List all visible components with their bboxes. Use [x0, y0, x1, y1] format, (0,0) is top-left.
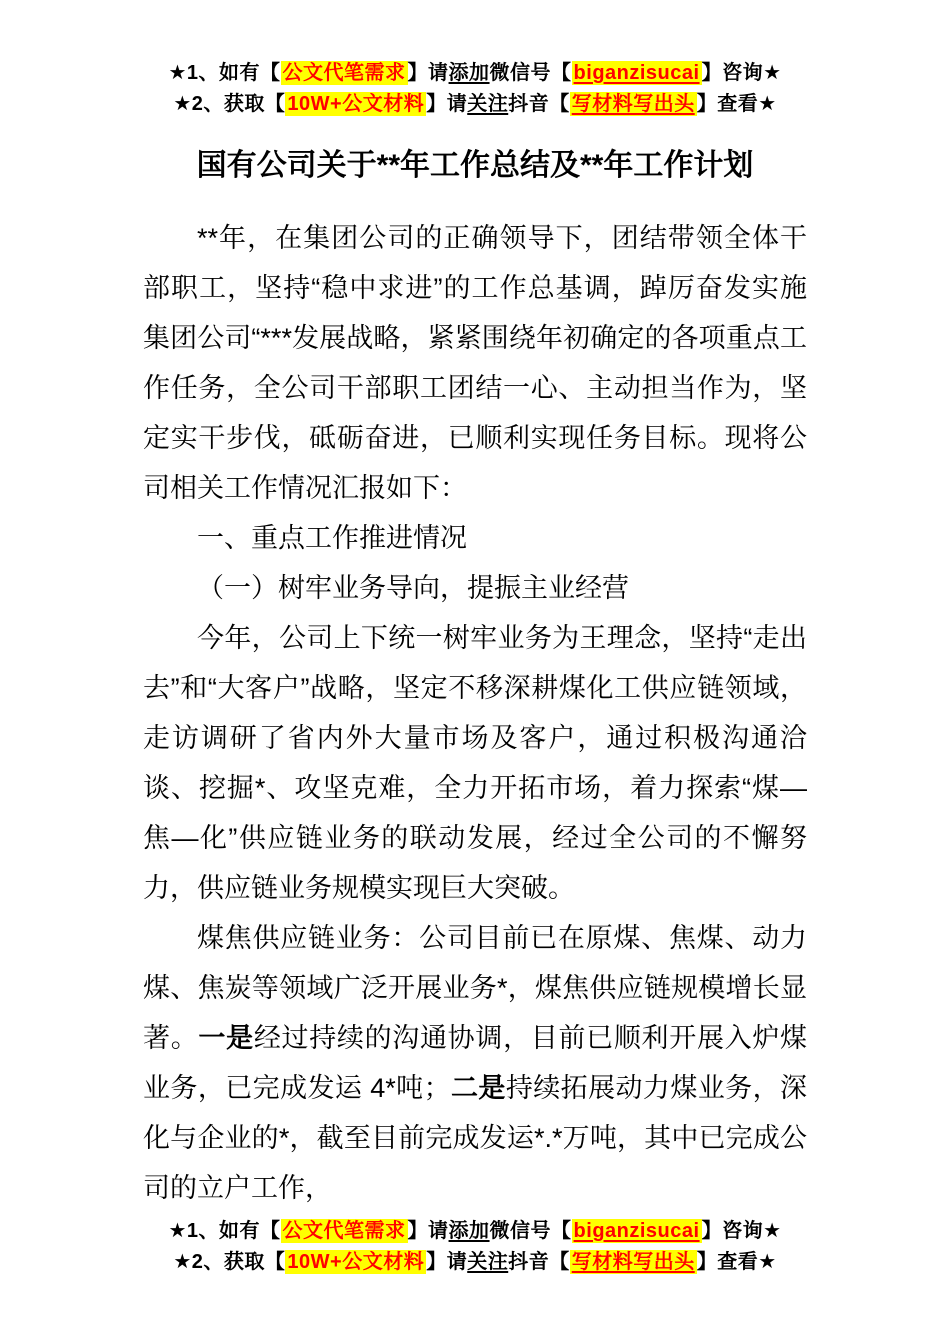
promo-text: 抖音【 [508, 1251, 570, 1273]
paragraph-coal-supply-chain [143, 913, 807, 1213]
bold-second-point: 二是 [450, 1073, 506, 1103]
promo-text: 微信号【 [489, 1220, 572, 1242]
footer-promo-line-1 [0, 1216, 950, 1247]
subsection-heading-1: （一）树牢业务导向，提振主业经营 [197, 573, 629, 603]
promo-text: ★1、如有【 [168, 1220, 281, 1242]
promo-text: 】请 [426, 93, 468, 115]
promo-highlight-douyin-id: 写材料写出头 [571, 93, 695, 115]
promo-highlight-service: 公文代笔需求 [282, 62, 406, 84]
promo-text: 】请 [426, 1251, 468, 1273]
promo-underline-follow: 关注 [467, 93, 509, 115]
promo-text: ★1、如有【 [168, 62, 281, 84]
header-promo [0, 58, 950, 120]
promo-underline-add: 添加 [448, 1220, 490, 1242]
footer-promo [0, 1216, 950, 1278]
paragraph-text: 经过持续的沟通协调，目前已顺利开展入炉煤业务，已完成发运 4*吨； [143, 1023, 808, 1103]
promo-underline-follow: 关注 [467, 1251, 509, 1273]
promo-text: 】咨询★ [701, 62, 782, 84]
promo-highlight-wechat-id: biganzisucai [573, 62, 700, 84]
page-title: 国有公司关于**年工作总结及**年工作计划 [196, 149, 754, 182]
promo-text: 微信号【 [489, 62, 572, 84]
promo-text: 】咨询★ [701, 1220, 782, 1242]
promo-text: ★2、获取【 [173, 93, 286, 115]
promo-text: 】查看★ [696, 93, 777, 115]
promo-highlight-douyin-id: 写材料写出头 [571, 1251, 695, 1273]
promo-highlight-service: 公文代笔需求 [282, 1220, 406, 1242]
paragraph-text: 煤焦供应链业务：公司目前已在原煤、焦煤、动力煤、焦炭等领域广泛开展业务*，煤焦供应链规模增长显著。 [143, 923, 807, 1053]
promo-text: 抖音【 [508, 93, 570, 115]
paragraph-intro: **年，在集团公司的正确领导下，团结带领全体干部职工，坚持“稳中求进”的工作总基调，踔厉奋发实施集团公司“***发展战略，紧紧围绕年初确定的各项重点工作任务，全公司干部职工团结一心、主动担当作为，坚定实干步伐，砥砺奋进，已顺利实现任务目标。现将公司相关工作情况汇报如下： [143, 223, 807, 503]
promo-highlight-materials: 10W+公文材料 [287, 1251, 425, 1273]
promo-text: 】查看★ [696, 1251, 777, 1273]
footer-promo-line-2 [0, 1247, 950, 1278]
promo-highlight-wechat-id: biganzisucai [573, 1220, 700, 1242]
paragraph-business-orientation: 今年，公司上下统一树牢业务为王理念，坚持“走出去”和“大客户”战略，坚定不移深耕煤化工供应链领域，走访调研了省内外大量市场及客户，通过积极沟通洽谈、挖掘*、攻坚克难，全力开拓市场，着力探索“煤—焦—化”供应链业务的联动发展，经过全公司的不懈努力，供应链业务规模实现巨大突破。 [143, 623, 807, 903]
header-promo-line-1 [0, 58, 950, 89]
header-promo-line-2 [0, 89, 950, 120]
document-body [143, 213, 807, 1213]
promo-text: ★2、获取【 [173, 1251, 286, 1273]
paragraph-text: 持续拓展动力煤业务，深化与企业的*，截至目前完成发运*.*万吨，其中已完成公司的立户工作， [143, 1073, 807, 1203]
bold-first-point: 一是 [198, 1023, 254, 1053]
promo-text: 】请 [407, 1220, 449, 1242]
section-heading-1: 一、重点工作推进情况 [197, 523, 467, 553]
promo-highlight-materials: 10W+公文材料 [287, 93, 425, 115]
promo-underline-add: 添加 [448, 62, 490, 84]
promo-text: 】请 [407, 62, 449, 84]
